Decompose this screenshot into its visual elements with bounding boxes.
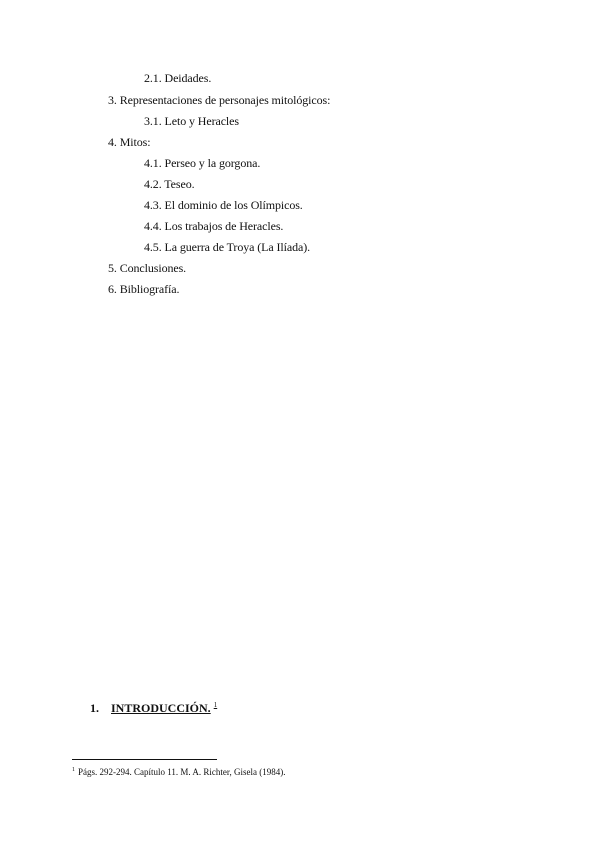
toc-item-4-4: 4.4. Los trabajos de Heracles. bbox=[144, 219, 284, 233]
toc-item-4-2: 4.2. Teseo. bbox=[144, 177, 195, 191]
footnote-marker: 1 bbox=[72, 767, 75, 773]
toc-item-4-3: 4.3. El dominio de los Olímpicos. bbox=[144, 198, 303, 212]
toc-item-3: 3. Representaciones de personajes mitológicos: bbox=[108, 93, 331, 107]
toc-item-4-5: 4.5. La guerra de Troya (La Ilíada). bbox=[144, 240, 311, 254]
section-title: INTRODUCCIÓN. bbox=[111, 701, 211, 715]
footnote-reference[interactable]: 1 bbox=[213, 701, 218, 709]
toc-item-6: 6. Bibliografía. bbox=[108, 282, 180, 296]
footnote-text: Págs. 292-294. Capítulo 11. M. A. Richter, Gisela (1984). bbox=[78, 767, 286, 777]
toc-item-2-1: 2.1. Deidades. bbox=[144, 71, 212, 85]
toc-item-3-1: 3.1. Leto y Heracles bbox=[144, 114, 239, 128]
section-heading bbox=[90, 697, 217, 716]
section-number: 1. bbox=[90, 701, 99, 715]
toc-item-4-1: 4.1. Perseo y la gorgona. bbox=[144, 156, 261, 170]
toc-item-4: 4. Mitos: bbox=[108, 135, 151, 149]
toc-item-5: 5. Conclusiones. bbox=[108, 261, 187, 275]
footnote-separator bbox=[72, 759, 217, 760]
footnote bbox=[72, 765, 286, 778]
